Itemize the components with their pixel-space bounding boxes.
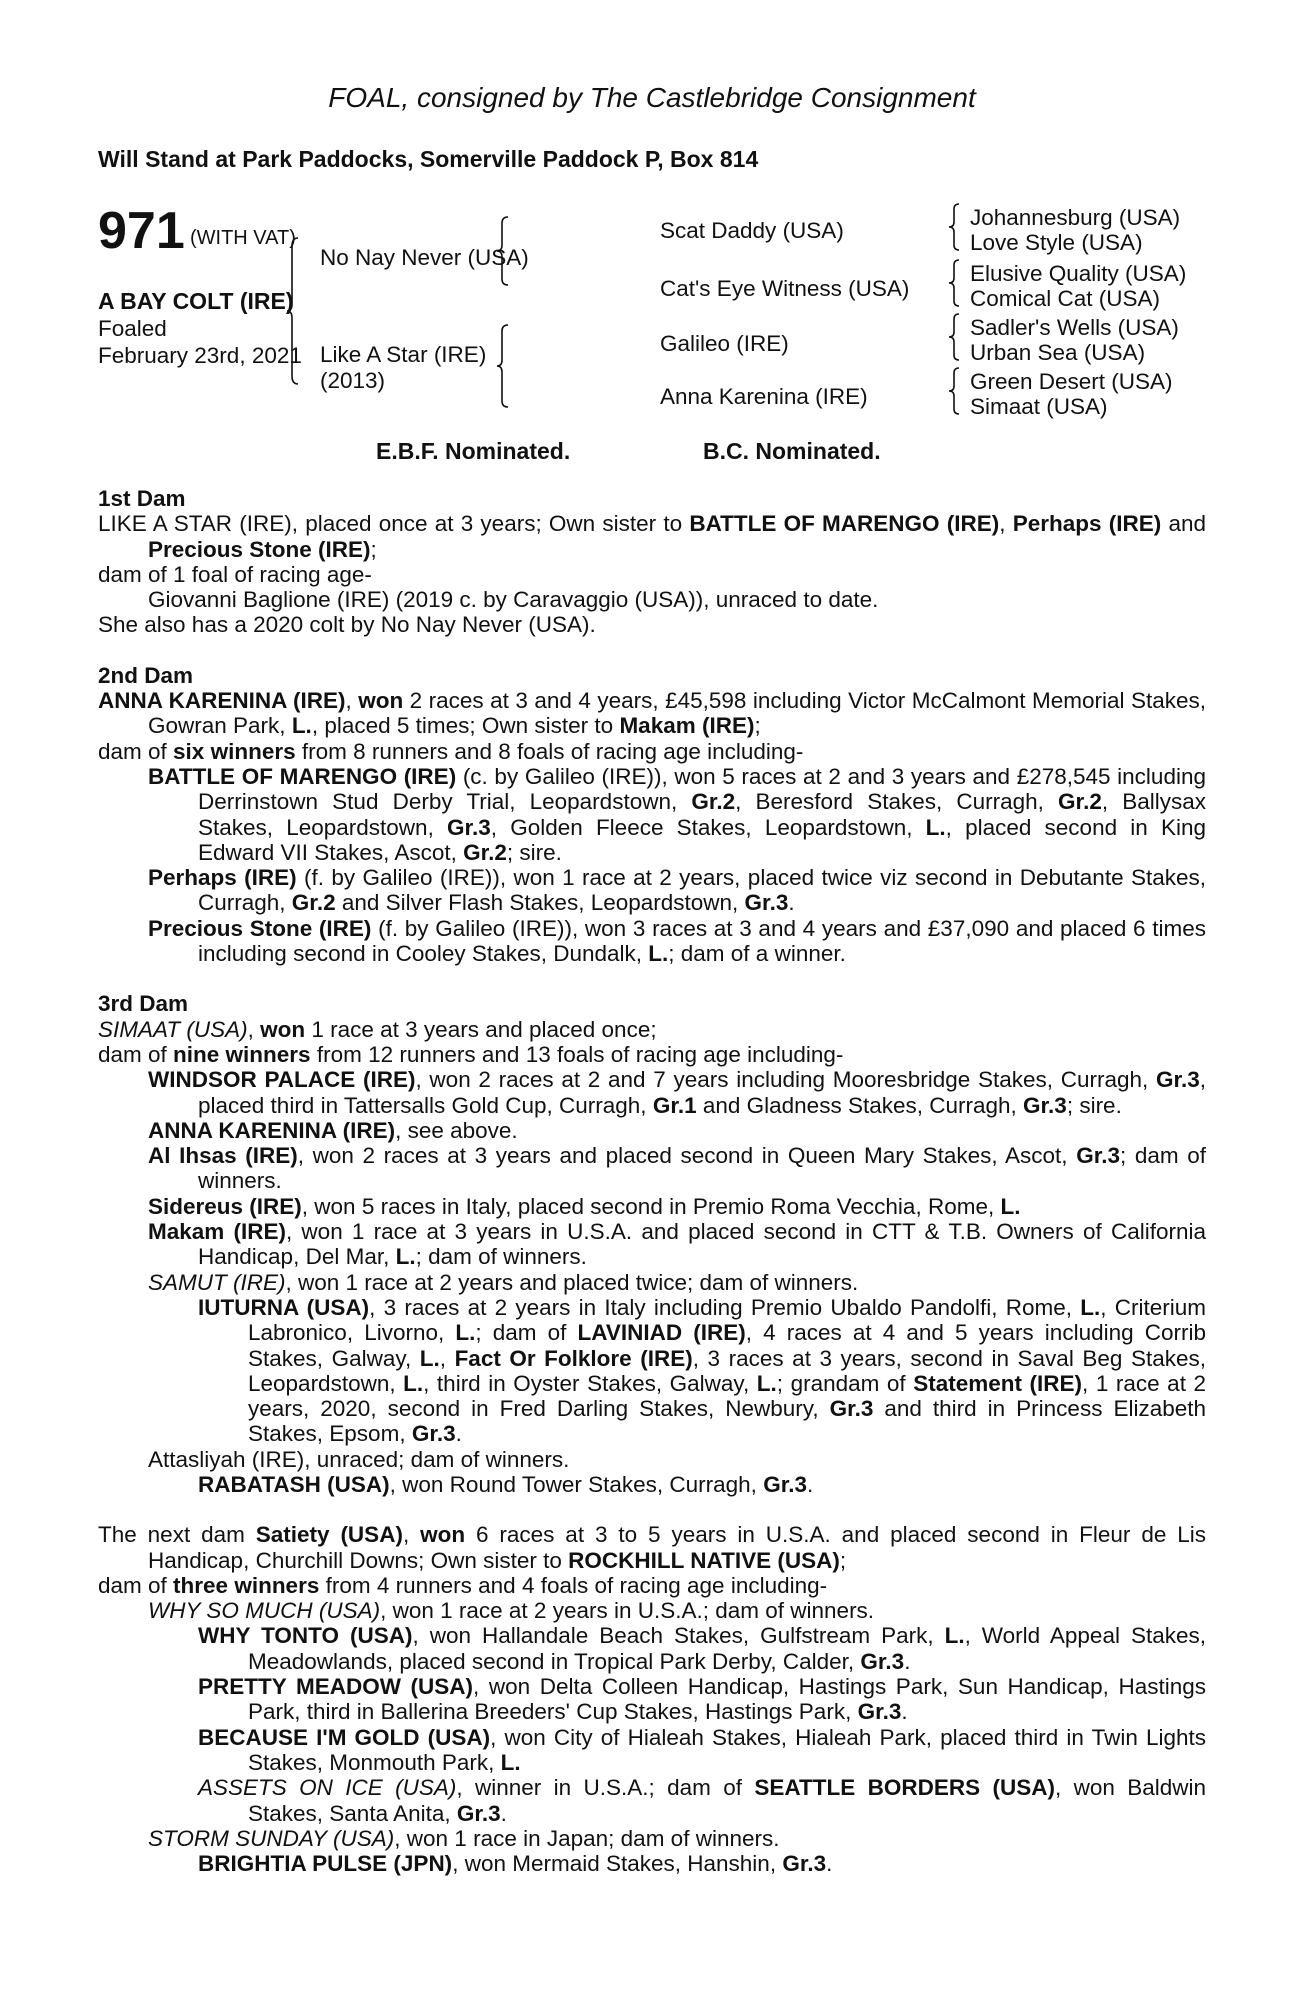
text-segment: dam of	[98, 1041, 174, 1067]
text-segment: L.	[419, 1345, 440, 1371]
text-segment: , 3 races at 2 years in Italy including Premio Ubaldo Pandolfi, Rome,	[369, 1294, 1081, 1320]
text-segment: (f. by Galileo (IRE)), won 3 races at 3 and 4 years and £37,090 and placed 6 times including second in Cooley Stakes, Dundalk,	[198, 915, 1206, 967]
lot-description: A BAY COLT (IRE)	[98, 288, 294, 314]
text-segment: six winners	[173, 738, 296, 764]
next-dam-para	[98, 1522, 1206, 1573]
second-dam-para	[98, 688, 1206, 739]
text-segment: BATTLE OF MARENGO (IRE)	[689, 511, 1000, 537]
text-segment: , 3 races at 3 years, second in Saval Beg Stakes, Leopardstown,	[248, 1345, 1206, 1396]
next-dam-grand-produce	[98, 1725, 1206, 1776]
text-segment: L.	[395, 1244, 416, 1270]
text-segment: , won Mermaid Stakes, Hanshin,	[452, 1851, 783, 1877]
text-segment: .	[500, 1800, 507, 1826]
text-segment: , see above.	[395, 1117, 518, 1143]
first-dam-produce-item: Giovanni Baglione (IRE) (2019 c. by Caravaggio (USA)), unraced to date.	[148, 587, 879, 613]
text-segment: and third in Princess Elizabeth Stakes, Epsom,	[248, 1396, 1207, 1447]
text-segment: Perhaps (IRE)	[148, 865, 297, 891]
text-segment: and Silver Flash Stakes, Leopardstown,	[335, 890, 745, 916]
text-segment: and	[1161, 511, 1206, 537]
pedigree-brace-dam	[496, 323, 510, 409]
pedigree-brace-ds	[948, 312, 960, 362]
next-dam-grand-produce	[98, 1674, 1206, 1725]
text-segment: ;	[370, 536, 377, 562]
text-segment: Gr.2	[691, 789, 736, 815]
text-segment: , 1 race at 2 years, 2020, second in Fred Darling Stakes, Newbury,	[248, 1370, 1206, 1422]
text-segment: , Criterium Labronico, Livorno,	[248, 1294, 1206, 1346]
text-segment: Gr.3	[860, 1648, 905, 1674]
first-dam-heading: 1st Dam	[98, 486, 186, 511]
text-segment: Gr.3	[456, 1800, 501, 1826]
text-segment: dam of	[98, 738, 174, 764]
text-segment: three winners	[173, 1572, 320, 1598]
text-segment: L.	[1080, 1294, 1101, 1320]
pedigree-ssd: Love Style (USA)	[970, 230, 1143, 255]
pedigree-dam-year: (2013)	[320, 368, 386, 393]
text-segment: L.	[500, 1749, 521, 1775]
text-segment: , won Delta Colleen Handicap, Hastings Park, Sun Handicap, Hastings Park, third in Ballerina Breeders' Cup Stakes, Hastings Park,	[248, 1674, 1206, 1725]
text-segment: ;	[839, 1547, 847, 1573]
text-segment: SIMAAT (USA)	[98, 1016, 248, 1042]
text-segment: .	[904, 1648, 911, 1674]
text-segment: ; grandam of	[776, 1370, 914, 1396]
text-segment: RABATASH (USA)	[198, 1471, 390, 1497]
pedigree-dss: Sadler's Wells (USA)	[970, 315, 1179, 340]
ebf-nominated: E.B.F. Nominated.	[376, 438, 571, 464]
pedigree-brace-ss	[948, 202, 960, 252]
text-segment: , won 5 races in Italy, placed second in Premio Roma Vecchia, Rome,	[301, 1193, 1001, 1219]
text-segment: 2 races at 3 and 4 years, £45,598 including Victor McCalmont Memorial Stakes, Gowran Park,	[148, 688, 1206, 739]
bc-nominated: B.C. Nominated.	[703, 438, 881, 464]
pedigree-dam-dam: Anna Karenina (IRE)	[660, 384, 868, 409]
text-segment: , won 1 race in Japan; dam of winners.	[394, 1825, 780, 1851]
text-segment: dam of	[98, 1572, 174, 1598]
text-segment: .	[806, 1471, 814, 1497]
text-segment: .	[455, 1421, 462, 1447]
third-dam-grand-produce	[98, 1472, 1206, 1497]
text-segment: nine winners	[173, 1041, 311, 1067]
text-segment: Precious Stone (IRE)	[148, 536, 371, 562]
text-segment: ,	[345, 688, 359, 714]
text-segment: , won Round Tower Stakes, Curragh,	[389, 1471, 764, 1497]
text-segment: Statement (IRE)	[913, 1370, 1083, 1396]
text-segment: LAVINIAD (IRE)	[577, 1320, 746, 1346]
text-segment: IUTURNA (USA)	[198, 1294, 370, 1320]
text-segment: , won 1 race at 2 years and placed twice; dam of winners.	[285, 1269, 859, 1295]
text-segment: L.	[925, 814, 946, 840]
text-segment: , won Hallandale Beach Stakes, Gulfstream Park,	[412, 1623, 945, 1649]
text-segment: Satiety (USA)	[255, 1522, 403, 1548]
text-segment: BRIGHTIA PULSE (JPN)	[198, 1851, 453, 1877]
next-dam-produce-item	[98, 1826, 1206, 1851]
text-segment: .	[901, 1699, 908, 1725]
text-segment: Gr.2	[1058, 789, 1102, 815]
third-dam-heading: 3rd Dam	[98, 991, 189, 1017]
text-segment: Makam (IRE)	[148, 1219, 286, 1245]
text-segment: .	[788, 890, 795, 916]
text-segment: SEATTLE BORDERS (USA)	[754, 1775, 1055, 1801]
text-segment: ; sire.	[1066, 1092, 1122, 1118]
text-segment: .	[826, 1851, 833, 1877]
text-segment: Sidereus (IRE)	[148, 1193, 302, 1219]
pedigree-brace-main	[286, 236, 300, 386]
text-segment: LIKE A STAR (IRE), placed once at 3 years; Own sister to	[98, 511, 690, 537]
third-dam-produce-item	[98, 1219, 1206, 1270]
pedigree-sire-sire: Scat Daddy (USA)	[660, 218, 844, 243]
pedigree-brace-sd	[948, 258, 960, 308]
text-segment: Gr.1	[652, 1092, 697, 1118]
catalogue-body	[98, 486, 1206, 1876]
pedigree-dam-sire: Galileo (IRE)	[660, 331, 789, 356]
text-segment: , winner in U.S.A.; dam of	[456, 1775, 755, 1801]
next-dam-grand-produce	[98, 1623, 1206, 1674]
text-segment: ,	[999, 511, 1013, 537]
third-dam-produce-item	[98, 1194, 1206, 1219]
text-segment: ;	[754, 713, 761, 739]
text-segment: ,	[247, 1016, 261, 1042]
text-segment: Gr.2	[463, 839, 507, 865]
lot-number: 971	[98, 202, 185, 260]
text-segment: Gr.3	[1155, 1067, 1200, 1093]
pedigree-sds: Elusive Quality (USA)	[970, 261, 1187, 286]
third-dam-produce-item: Attasliyah (IRE), unraced; dam of winners.	[148, 1446, 570, 1472]
text-segment: SAMUT (IRE)	[148, 1269, 286, 1295]
text-segment: , Beresford Stakes, Curragh,	[735, 789, 1059, 815]
text-segment: , won 2 races at 2 and 7 years including Mooresbridge Stakes, Curragh,	[415, 1067, 1156, 1093]
text-segment: L.	[455, 1320, 476, 1346]
text-segment: , placed 5 times; Own sister to	[311, 713, 620, 739]
text-segment: ,	[402, 1522, 421, 1548]
text-segment: from 8 runners and 8 foals of racing age including-	[295, 738, 804, 764]
text-segment: Gr.3	[829, 1396, 874, 1422]
stand-location: Will Stand at Park Paddocks, Somerville Paddock P, Box 814	[98, 146, 759, 172]
text-segment: The next dam	[98, 1522, 256, 1548]
pedigree-dds: Green Desert (USA)	[970, 369, 1173, 394]
text-segment: Gr.3	[447, 814, 491, 840]
text-segment: ; sire.	[506, 839, 562, 865]
text-segment: Gr.3	[1023, 1092, 1067, 1118]
third-dam-produce-item	[98, 1143, 1206, 1194]
text-segment: , won 2 races at 3 years and placed second in Queen Mary Stakes, Ascot,	[297, 1143, 1077, 1169]
text-segment: , World Appeal Stakes, Meadowlands, placed second in Tropical Park Derby, Calder,	[248, 1623, 1206, 1674]
text-segment: STORM SUNDAY (USA)	[148, 1825, 395, 1851]
text-segment: (f. by Galileo (IRE)), won 1 race at 2 years, placed twice viz second in Debutante Stakes, Curragh,	[198, 865, 1206, 916]
pedigree-dam	[320, 342, 486, 394]
text-segment: (c. by Galileo (IRE)), won 5 races at 2 and 3 years and £278,545 including Derrinstown Stud Derby Trial, Leopardstown,	[198, 763, 1206, 815]
text-segment: Gr.3	[1076, 1143, 1120, 1169]
pedigree-brace-dd	[948, 366, 960, 416]
text-segment: Gr.3	[857, 1699, 902, 1725]
next-dam-produce-intro	[98, 1573, 1206, 1598]
text-segment: , Golden Fleece Stakes, Leopardstown,	[490, 814, 926, 840]
text-segment: , 4 races at 4 and 5 years including Corrib Stakes, Galway,	[248, 1320, 1206, 1371]
text-segment: from 4 runners and 4 foals of racing age including-	[319, 1572, 828, 1598]
next-dam-produce-item	[98, 1598, 1206, 1623]
pedigree-ddd: Simaat (USA)	[970, 394, 1108, 419]
text-segment: 6 races at 3 to 5 years in U.S.A. and placed second in Fleur de Lis Handicap, Churchill Downs; Own sister to	[148, 1522, 1206, 1573]
first-dam-produce-intro: dam of 1 foal of racing age-	[98, 561, 372, 587]
text-segment: ASSETS ON ICE (USA)	[198, 1775, 457, 1801]
third-dam-produce-item	[98, 1067, 1206, 1118]
pedigree-dsd: Urban Sea (USA)	[970, 340, 1146, 365]
text-segment: ; dam of winners.	[198, 1143, 1206, 1194]
second-dam-produce-item	[98, 916, 1206, 967]
text-segment: , placed third in Tattersalls Gold Cup, Curragh,	[198, 1067, 1207, 1118]
text-segment: PRETTY MEADOW (USA)	[198, 1674, 474, 1700]
foaled-info	[98, 315, 302, 369]
text-segment: won	[260, 1016, 306, 1042]
text-segment: L.	[1000, 1193, 1021, 1219]
text-segment: , Ballysax Stakes, Leopardstown,	[198, 789, 1206, 840]
text-segment: from 12 runners and 13 foals of racing age including-	[310, 1041, 844, 1067]
text-segment: WINDSOR PALACE (IRE)	[148, 1067, 416, 1093]
text-segment: ANNA KARENINA (IRE)	[98, 688, 346, 714]
third-dam-produce-item	[98, 1118, 1206, 1143]
text-segment: BECAUSE I'M GOLD (USA)	[198, 1724, 491, 1750]
text-segment: won	[420, 1522, 466, 1548]
text-segment: L.	[648, 941, 669, 967]
third-dam-produce-item	[98, 1270, 1206, 1295]
text-segment: Gr.3	[411, 1421, 456, 1447]
text-segment: Gr.2	[291, 890, 336, 916]
text-segment: and Gladness Stakes, Curragh,	[696, 1092, 1024, 1118]
text-segment: ROCKHILL NATIVE (USA)	[568, 1547, 840, 1573]
text-segment: , won Baldwin Stakes, Santa Anita,	[248, 1775, 1206, 1826]
pedigree-sire: No Nay Never (USA)	[320, 245, 529, 270]
next-dam-grand-produce	[98, 1851, 1206, 1876]
pedigree-sdd: Comical Cat (USA)	[970, 286, 1161, 311]
text-segment: Perhaps (IRE)	[1012, 511, 1162, 537]
text-segment: L.	[944, 1623, 965, 1649]
first-dam-note: She also has a 2020 colt by No Nay Never (USA).	[98, 612, 596, 638]
third-dam-grand-produce	[98, 1295, 1206, 1447]
text-segment: Fact Or Folklore (IRE)	[454, 1345, 693, 1371]
first-dam-para	[98, 511, 1206, 562]
text-segment: ; dam of winners.	[415, 1244, 587, 1270]
text-segment: WHY TONTO (USA)	[198, 1623, 413, 1649]
text-segment: Gr.3	[763, 1471, 807, 1497]
text-segment: , won 1 race at 2 years in U.S.A.; dam of winners.	[380, 1598, 875, 1624]
consignor-heading: FOAL, consigned by The Castlebridge Consignment	[328, 82, 976, 113]
pedigree-dam-name: Like A Star (IRE)	[320, 342, 487, 367]
text-segment: WHY SO MUCH (USA)	[148, 1598, 381, 1624]
text-segment: Gr.3	[782, 1851, 827, 1877]
next-dam-grand-produce	[98, 1775, 1206, 1826]
second-dam-produce-item	[98, 764, 1206, 865]
text-segment: Makam (IRE)	[619, 713, 755, 739]
foaled-label: Foaled	[98, 316, 167, 341]
third-dam-para	[98, 1017, 1206, 1042]
text-segment: BATTLE OF MARENGO (IRE)	[148, 763, 457, 789]
second-dam-produce-item	[98, 865, 1206, 916]
pedigree-sire-dam: Cat's Eye Witness (USA)	[660, 276, 910, 301]
vat-label: (WITH VAT)	[190, 227, 296, 249]
text-segment: , third in Oyster Stakes, Galway,	[423, 1370, 757, 1396]
text-segment: Gr.3	[744, 890, 789, 916]
text-segment: won	[358, 688, 404, 714]
text-segment: Precious Stone (IRE)	[148, 915, 372, 941]
text-segment: ; dam of a winner.	[668, 941, 846, 967]
second-dam-produce-intro	[98, 739, 1206, 764]
third-dam-produce-intro	[98, 1042, 1206, 1067]
pedigree-sss: Johannesburg (USA)	[970, 205, 1181, 230]
text-segment: ; dam of	[475, 1320, 578, 1346]
text-segment: , won City of Hialeah Stakes, Hialeah Park, placed third in Twin Lights Stakes, Monmouth Park,	[248, 1724, 1206, 1775]
foaled-date: February 23rd, 2021	[98, 343, 302, 368]
text-segment: Al Ihsas (IRE)	[148, 1143, 298, 1169]
text-segment: L.	[756, 1370, 777, 1396]
text-segment: 1 race at 3 years and placed once;	[305, 1016, 657, 1042]
text-segment: L.	[403, 1370, 424, 1396]
text-segment: , won 1 race at 3 years in U.S.A. and placed second in CTT & T.B. Owners of California Handicap, Del Mar,	[198, 1219, 1206, 1270]
text-segment: ANNA KARENINA (IRE)	[148, 1117, 396, 1143]
text-segment: , placed second in King Edward VII Stakes, Ascot,	[198, 814, 1206, 865]
text-segment: L.	[291, 713, 312, 739]
second-dam-heading: 2nd Dam	[98, 662, 194, 688]
text-segment: ,	[439, 1345, 455, 1371]
